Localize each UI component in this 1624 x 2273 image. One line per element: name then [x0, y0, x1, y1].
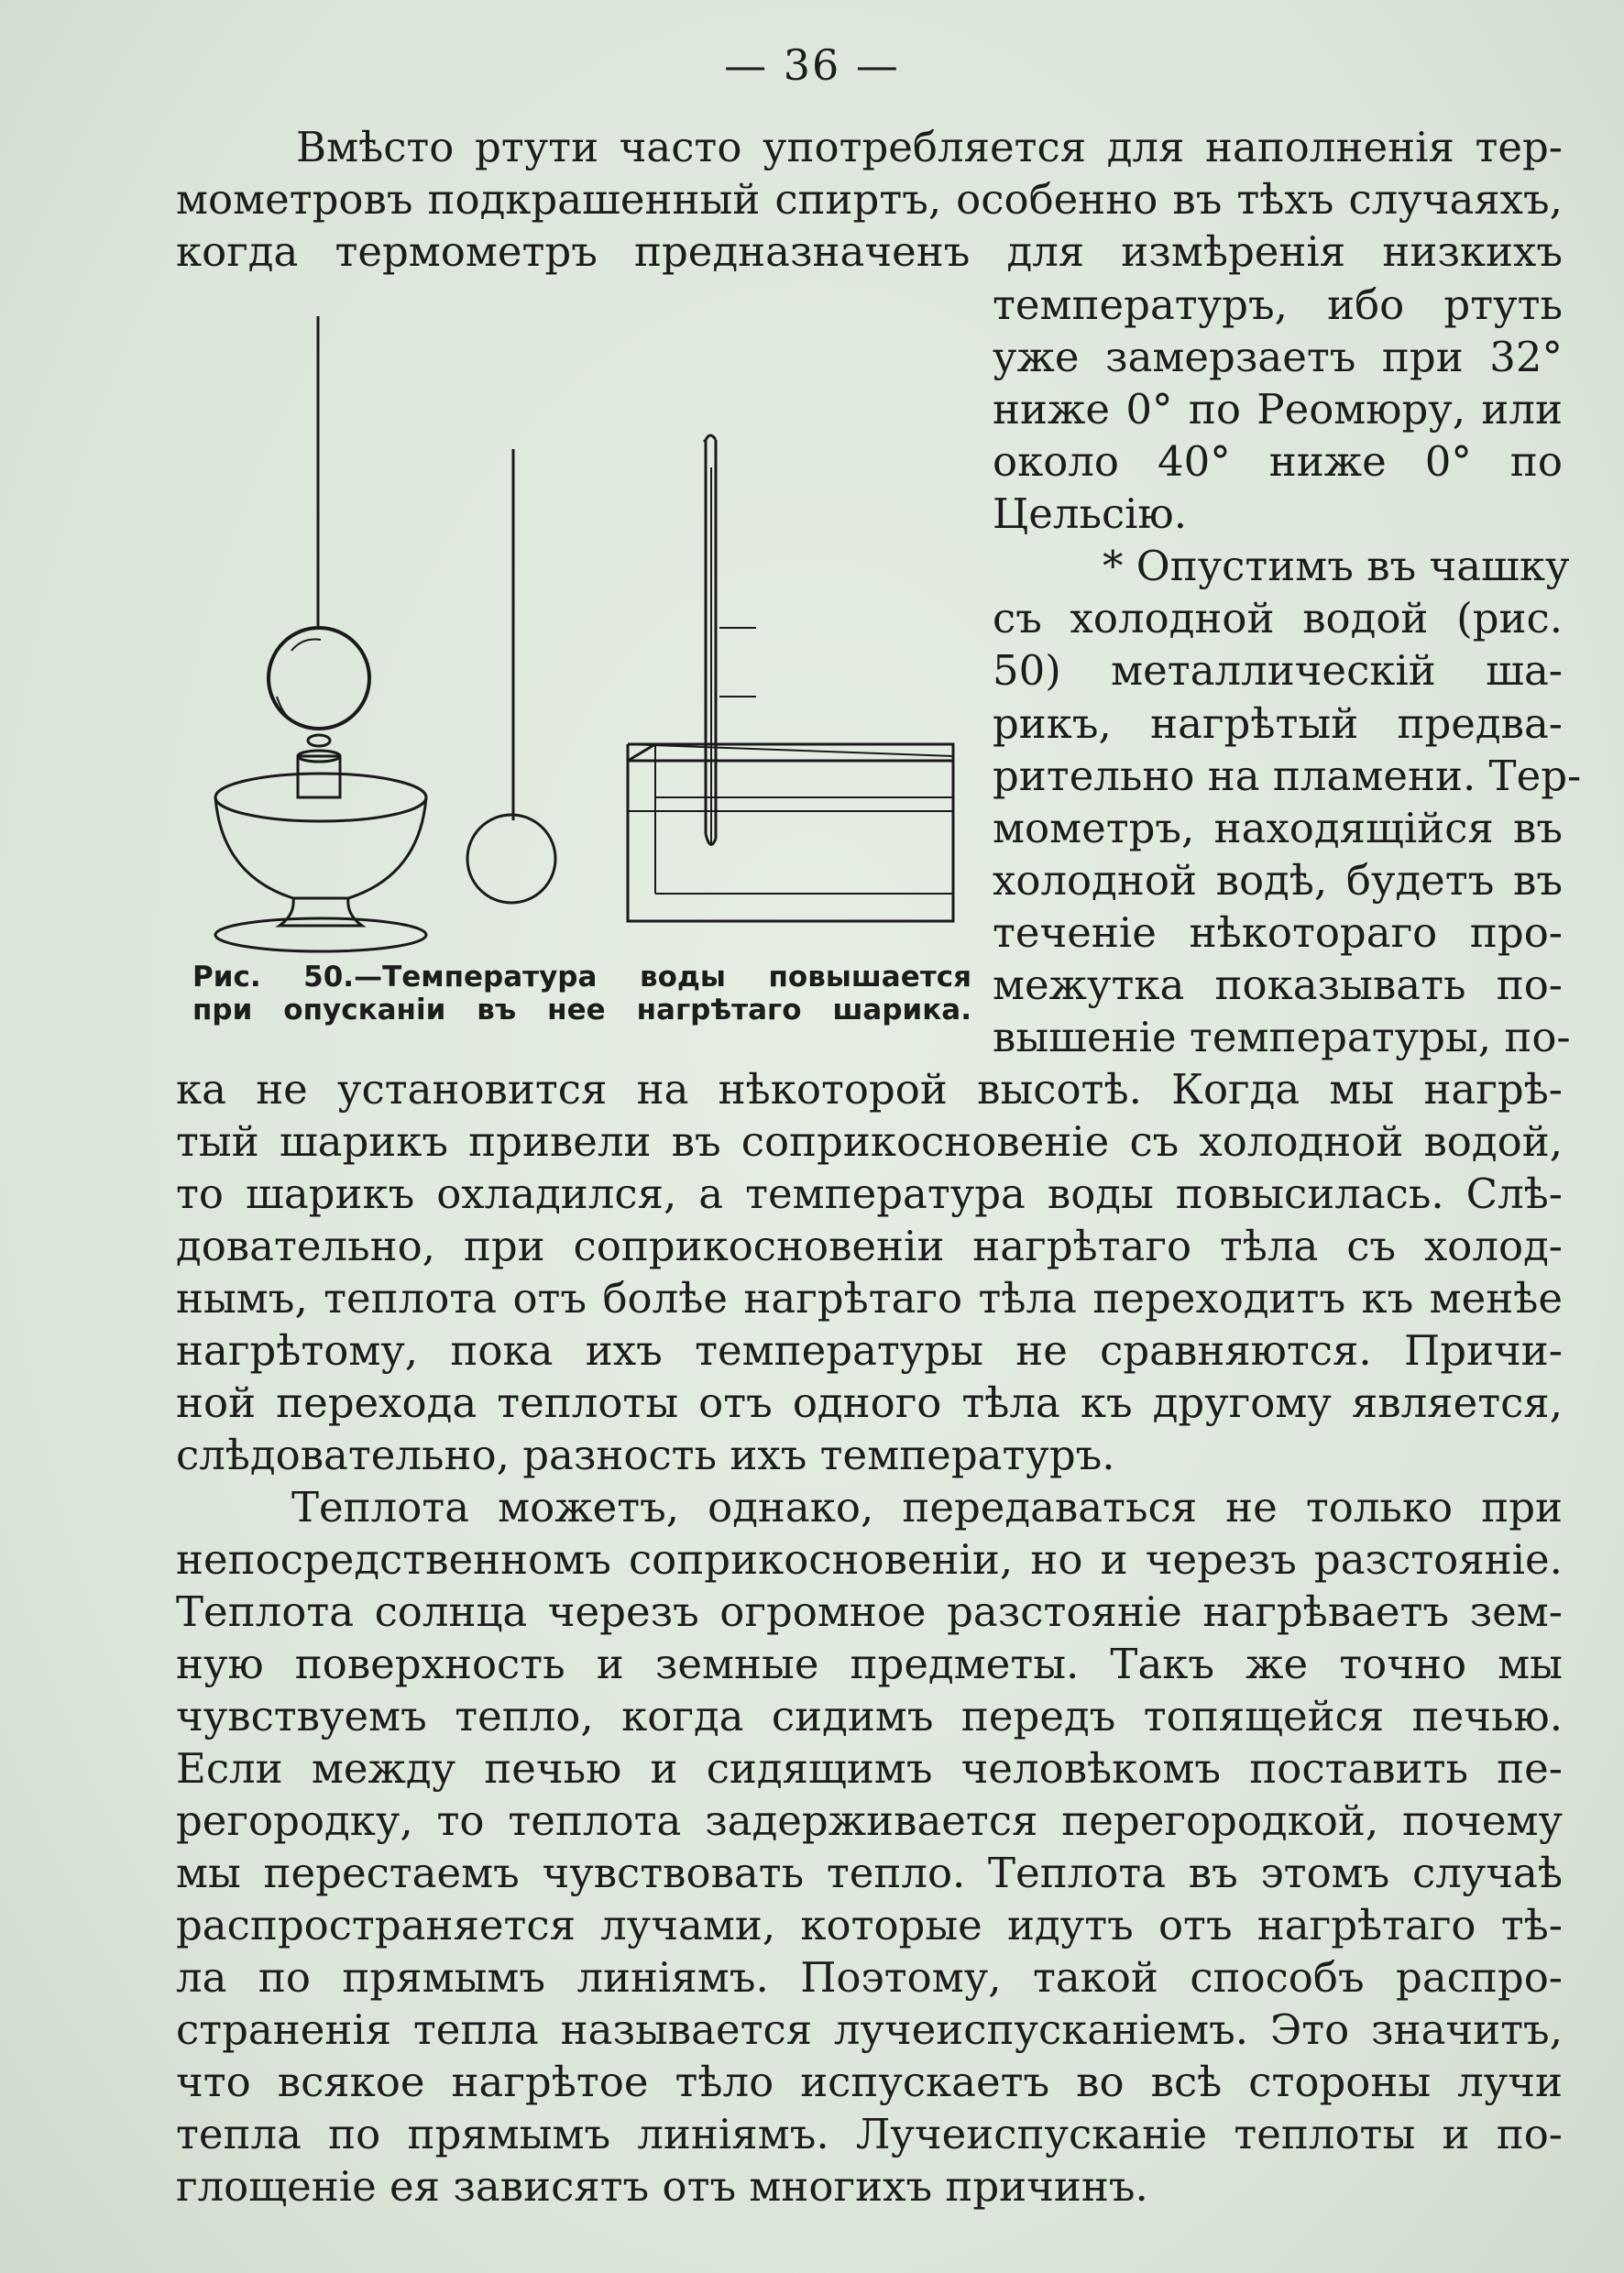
figure-illustration [192, 302, 981, 962]
text-line: мометровъ подкрашенный спиртъ, особенно въ тѣхъ случаяхъ, [176, 175, 1563, 224]
text-line: глощеніе ея зависятъ отъ многихъ причинъ. [176, 2162, 1148, 2211]
text-line: холодной водѣ, будетъ въ [993, 856, 1563, 905]
text-line: тепла по прямымъ линіямъ. Лучеиспусканіе теплоты и по- [176, 2110, 1563, 2158]
text-line: Если между печью и сидящимъ человѣкомъ поставить пе- [176, 1744, 1563, 1793]
vessel-front-face [628, 761, 953, 921]
text-line: съ холодной водой (рис. [993, 594, 1563, 642]
text-line: страненія тепла называется лучеиспусканіемъ. Это значитъ, [176, 2005, 1563, 2054]
text-line: довательно, при соприкосновеніи нагрѣтаго тѣла съ холод- [176, 1222, 1563, 1270]
text-line: температуръ, ибо ртуть [993, 280, 1563, 329]
page-number: — 36 — [724, 40, 900, 90]
text-line: регородку, то теплота задерживается перегородкой, почему [176, 1796, 1563, 1845]
text-line: 50) металлическій ша- [993, 646, 1563, 695]
text-line: * Опустимъ въ чашку [1103, 542, 1570, 590]
text-line: ниже 0° по Реомюру, или [993, 385, 1563, 434]
text-line: вышеніе температуры, по- [993, 1013, 1571, 1061]
text-line: около 40° ниже 0° по [993, 437, 1563, 486]
text-line: Цельсію. [993, 489, 1188, 538]
text-line: рительно на пламени. Тер- [993, 752, 1582, 800]
text-line: чувствуемъ тепло, когда сидимъ передъ топящейся печью. [176, 1692, 1563, 1740]
text-line: нагрѣтому, пока ихъ температуры не сравняются. Причи- [176, 1326, 1563, 1375]
text-line: распространяется лучами, которые идутъ отъ нагрѣтаго тѣ- [176, 1901, 1563, 1949]
text-line: что всякое нагрѣтое тѣло испускаетъ во всѣ стороны лучи [176, 2058, 1563, 2106]
text-line: когда термометръ предназначенъ для измѣренія низкихъ [176, 227, 1563, 276]
text-line: межутка показывать по- [993, 961, 1563, 1009]
lamp-bowl [215, 797, 426, 898]
text-line: тый шарикъ привели въ соприкосновеніе съ холодной водой, [176, 1117, 1563, 1166]
metal-ball [269, 628, 369, 729]
text-line: ную поверхность и земные предметы. Такъ же точно мы [176, 1640, 1563, 1688]
text-line: рикъ, нагрѣтый предва- [993, 699, 1563, 748]
figure-caption [192, 961, 971, 1027]
text-line: теченіе нѣкотораго про- [993, 908, 1563, 957]
lamp-base [215, 918, 426, 951]
text-line: Теплота солнца черезъ огромное разстояніе нагрѣваетъ зем- [176, 1587, 1563, 1636]
text-line: то шарикъ охладился, а температура воды повысилась. Слѣ- [176, 1169, 1563, 1218]
text-line: мы перестаемъ чувствовать тепло. Теплота въ этомъ случаѣ [176, 1849, 1563, 1897]
text-line: ла по прямымъ линіямъ. Поэтому, такой способъ распро- [176, 1953, 1563, 2002]
text-line: нымъ, теплота отъ болѣе нагрѣтаго тѣла переходитъ къ менѣе [176, 1274, 1563, 1323]
text-line: слѣдовательно, разность ихъ температуръ. [176, 1431, 1115, 1479]
text-line: Вмѣсто ртути часто употребляется для наполненія тер- [296, 123, 1563, 171]
caption-line: при опусканіи въ нее нагрѣтаго шарика. [192, 994, 971, 1027]
submerged-ball [467, 815, 555, 903]
text-line: непосредственномъ соприкосновеніи, но и черезъ разстояніе. [176, 1535, 1563, 1584]
text-line: Теплота можетъ, однако, передаваться не только при [291, 1483, 1563, 1532]
text-line: ной перехода теплоты отъ одного тѣла къ другому является, [176, 1378, 1563, 1427]
text-line: ка не установится на нѣкоторой высотѣ. Когда мы нагрѣ- [176, 1065, 1563, 1114]
text-line: мометръ, находящійся въ [993, 804, 1563, 852]
caption-line: Рис. 50.—Температура воды повышается [192, 961, 971, 994]
text-line: уже замерзаетъ при 32° [993, 333, 1563, 381]
